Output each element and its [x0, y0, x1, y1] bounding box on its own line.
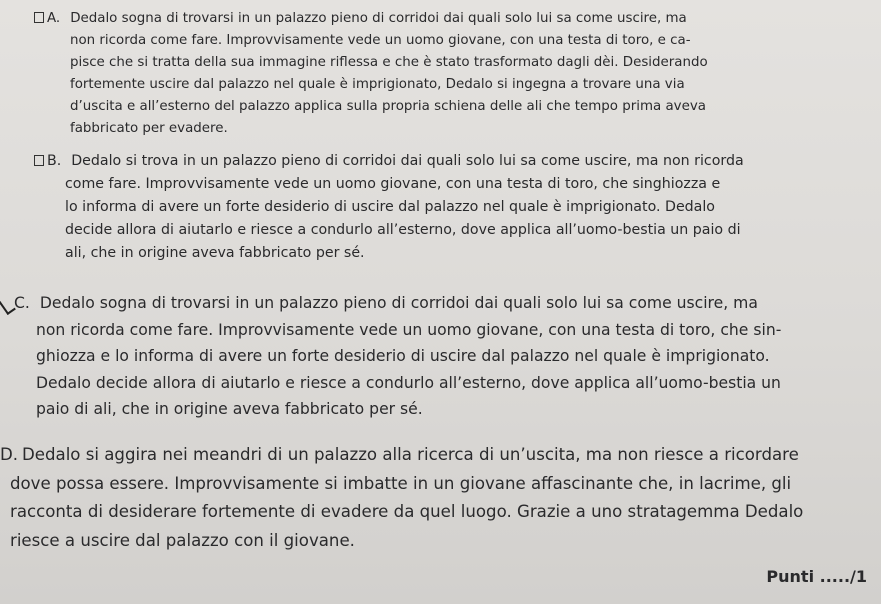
option-c-body [6, 317, 866, 423]
option-b-line-4: decide allora di aiutarlo e riesce a condurlo all’esterno, dove applica all’uomo-bestia un paio di [65, 222, 741, 238]
option-c-line-4: Dedalo decide allora di aiutarlo e riesce a condurlo all’esterno, dove applica all’uomo-bestia un [36, 373, 781, 392]
option-c[interactable] [6, 290, 866, 423]
option-d-line-2: dove possa essere. Improvvisamente si imbatte in un giovane affascinante che, in lacrime, gli [10, 473, 792, 493]
option-d-line-3: racconta di desiderare fortemente di evadere da quel luogo. Grazie a uno stratagemma Dedalo [10, 502, 804, 521]
option-b-letter: B. [47, 153, 62, 169]
option-b-body [34, 173, 834, 265]
option-c-line-1: Dedalo sogna di trovarsi in un palazzo pieno di corridoi dai quali solo lui sa come uscire, ma [39, 294, 758, 312]
option-c-first-line [6, 290, 866, 317]
option-a-line-4: fortemente uscire dal palazzo nel quale è imprigionato, Dedalo si ingegna a trovare una via [70, 77, 685, 92]
option-a-line-1: Dedalo sogna di trovarsi in un palazzo pieno di corridoi dai quali solo lui sa come uscire, ma [70, 11, 687, 26]
option-a-line-5: d’uscita e all’esterno del palazzo applica sulla propria schiena delle ali che tempo prima aveva [70, 99, 706, 114]
option-b[interactable] [34, 150, 834, 265]
option-b-checkbox[interactable] [34, 155, 44, 166]
points-label: Punti ...../1 [766, 567, 867, 586]
option-a-body [34, 30, 834, 140]
option-b-line-3: lo informa di avere un forte desiderio di uscire dal palazzo nel quale è imprigionato. Dedalo [65, 199, 715, 215]
option-a-line-3: pisce che si tratta della sua immagine riflessa e che è stato trasformato dagli dèi. Desiderando [70, 55, 708, 70]
option-a-line-2: non ricorda come fare. Improvvisamente vede un uomo giovane, con una testa di toro, e ca- [70, 33, 691, 48]
option-c-letter: C. [14, 294, 30, 312]
option-d-letter: D. [0, 445, 19, 464]
option-a[interactable] [34, 8, 834, 140]
option-c-line-3: ghiozza e lo informa di avere un forte desiderio di uscire dal palazzo nel quale è imprigionato. [36, 347, 770, 365]
option-d-line-4: riesce a uscire dal palazzo con il giovane. [10, 530, 355, 550]
option-c-line-5: paio di ali, che in origine aveva fabbricato per sé. [36, 400, 423, 418]
option-b-line-1: Dedalo si trova in un palazzo pieno di corridoi dai quali solo lui sa come uscire, ma non ricorda [71, 153, 744, 169]
option-a-checkbox[interactable] [34, 12, 44, 23]
option-d-line-1: Dedalo si aggira nei meandri di un palazzo alla ricerca di un’uscita, ma non riesce a ricordare [22, 445, 799, 464]
option-d-body [0, 470, 875, 556]
option-d-first-line [0, 441, 875, 470]
option-a-letter: A. [47, 11, 61, 26]
option-a-first-line [34, 8, 834, 30]
option-b-line-2: come fare. Improvvisamente vede un uomo giovane, con una testa di toro, che singhiozza e [65, 176, 721, 192]
option-d[interactable] [0, 441, 875, 555]
option-c-line-2: non ricorda come fare. Improvvisamente vede un uomo giovane, con una testa di toro, che sin- [36, 320, 782, 339]
option-b-first-line [34, 150, 834, 173]
option-b-line-5: ali, che in origine aveva fabbricato per sé. [65, 245, 365, 261]
option-a-line-6: fabbricato per evadere. [70, 121, 228, 136]
